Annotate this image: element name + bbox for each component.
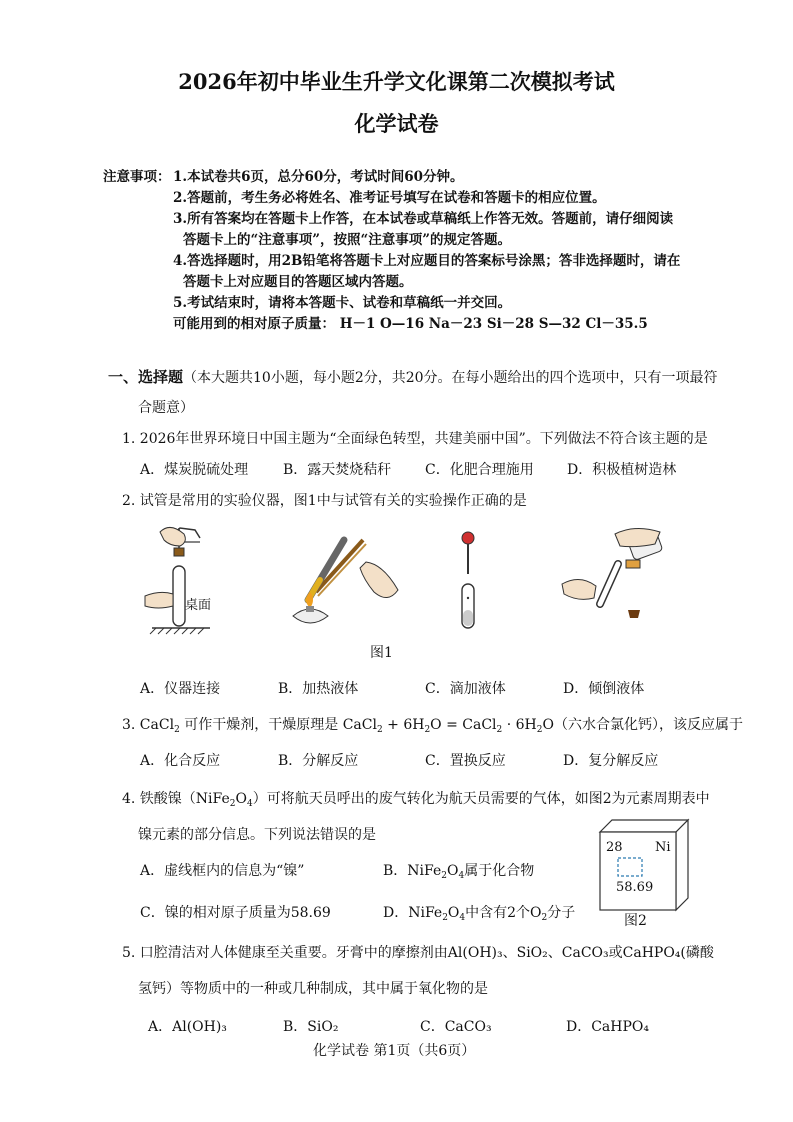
notice-label: 注意事项： (103, 169, 171, 185)
q2-option-d: D．倾倒液体 (563, 681, 645, 697)
q5-option-c: C．CaCO₃ (420, 1019, 492, 1035)
exam-title: 2026年初中毕业生升学文化课第二次模拟考试 (178, 69, 615, 94)
q2-option-c: C．滴加液体 (425, 681, 506, 697)
q5-option-a: A．Al(OH)₃ (148, 1019, 227, 1035)
page-footer: 化学试卷 第1页（共6页） (313, 1043, 476, 1059)
figure1-pouring-liquid (560, 524, 670, 624)
exam-subtitle: 化学试卷 (354, 111, 439, 136)
figure2-caption: 图2 (624, 913, 647, 929)
section-desc: （本大题共10小题，每小题2分，共20分。在每小题给出的四个选项中，只有一项最符 (183, 370, 718, 386)
notice-item-1: 1.本试卷共6页，总分60分，考试时间60分钟。 (173, 169, 464, 185)
q2-option-a: A．仪器连接 (140, 681, 221, 697)
q5-stem-1: 5. 口腔清洁对人体健康至关重要。牙膏中的摩擦剂由Al(OH)₃、SiO₂、CaCO₃或CaHPO₄(磷酸 (122, 945, 714, 961)
figure1-dropping-liquid (455, 528, 485, 633)
section-heading: 一、选择题 (108, 368, 184, 386)
figure1-caption: 图1 (370, 645, 393, 661)
q3-stem: 3. CaCl$_2$ 可作干燥剂，干燥原理是 CaCl$_2$ + $6H_2O$ = CaCl$_2$ · $6H_2O$（六水合氯化钙），该反应属于 (122, 717, 743, 735)
atomic-masses: 可能用到的相对原子质量： H－1 O—16 Na－23 Si－28 S—32 Cl－35.5 (173, 316, 648, 332)
element-atomic-mass: 58.69 (616, 880, 654, 895)
figure1-heating-liquid (288, 522, 408, 632)
notice-item-4: 4.答选择题时，用2B铅笔将答题卡上对应题目的答案标号涂黑；答非选择题时，请在 (173, 253, 681, 269)
q1-option-c: C．化肥合理施用 (425, 462, 534, 478)
q2-option-b: B．加热液体 (278, 681, 359, 697)
q5-stem-2: 氢钙）等物质中的一种或几种制成，其中属于氧化物的是 (138, 981, 488, 997)
q4-stem-1: 4. 铁酸镍$(NiFe_2O_4)$可将航天员呼出的废气转化为航天员需要的气体，如图2为元素周期表中 (122, 791, 710, 809)
notice-item-3b: 答题卡上的“注意事项”，按照“注意事项”的规定答题。 (183, 232, 512, 248)
q3-option-d: D．复分解反应 (563, 753, 659, 769)
q1-option-b: B．露天焚烧秸秆 (283, 462, 392, 478)
q5-option-d: D．CaHPO₄ (566, 1019, 650, 1035)
q1-option-a: A．煤炭脱硫处理 (140, 462, 249, 478)
q4-stem-2: 镍元素的部分信息。下列说法错误的是 (138, 827, 376, 843)
q4-option-c: C．镍的相对原子质量为58.69 (140, 905, 331, 921)
q3-option-a: A．化合反应 (140, 753, 221, 769)
q3-option-b: B．分解反应 (278, 753, 359, 769)
q4-option-b: B．$NiFe_2O_4$属于化合物 (383, 863, 535, 881)
q1-option-d: D．积极植树造林 (567, 462, 677, 478)
element-card-nickel (598, 818, 690, 912)
q3-option-c: C．置换反应 (425, 753, 506, 769)
notice-item-2: 2.答题前，考生务必将姓名、准考证号填写在试卷和答题卡的相应位置。 (173, 190, 606, 206)
element-symbol: Ni (655, 840, 671, 855)
q1-stem: 1. 2026年世界环境日中国主题为“全面绿色转型，共建美丽中国”。下列做法不符合该主题的是 (122, 431, 708, 447)
notice-item-3: 3.所有答案均在答题卡上作答，在本试卷或草稿纸上作答无效。答题前，请仔细阅读 (173, 211, 674, 227)
desk-label: 桌面 (185, 598, 212, 613)
q5-option-b: B．SiO₂ (283, 1019, 339, 1035)
notice-item-5: 5.考试结束时，请将本答题卡、试卷和草稿纸一并交回。 (173, 295, 512, 311)
figure1-connect-apparatus (140, 518, 220, 638)
notice-item-4b: 答题卡上对应题目的答题区域内答题。 (183, 274, 413, 290)
q4-option-d: D．$NiFe_2O_4$中含有2个$O_2$分子 (383, 905, 576, 923)
element-atomic-number: 28 (606, 840, 623, 855)
q4-option-a: A．虚线框内的信息为“镍” (140, 863, 305, 879)
section-desc-2: 合题意） (138, 400, 194, 416)
q2-stem: 2. 试管是常用的实验仪器，图1中与试管有关的实验操作正确的是 (122, 493, 527, 509)
